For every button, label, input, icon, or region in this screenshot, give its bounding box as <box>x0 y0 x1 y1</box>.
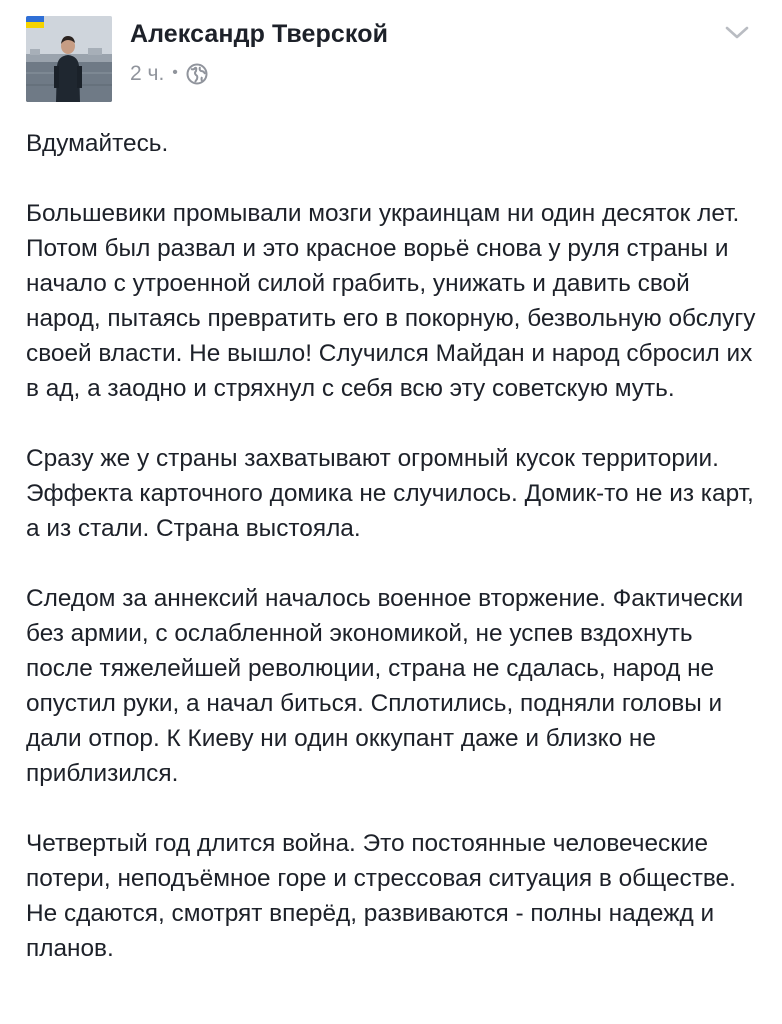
meta-separator: • <box>172 64 178 81</box>
post-paragraph: Следом за аннексий началось военное вторжение. Фактически без армии, с ослабленной экономикой, не успев вздохнуть после тяжелейшей революции, страна не сдалась, народ не опустил руки, а начал биться. Сплотились, подняли головы и дали отпор. К Киеву ни один оккупант даже и близко не приблизился. <box>26 585 744 787</box>
author-name[interactable]: Александр Тверской <box>130 20 389 48</box>
avatar[interactable] <box>26 16 112 102</box>
post-body <box>26 126 766 966</box>
post-meta <box>130 62 208 86</box>
post-paragraph: Четвертый год длится война. Это постоянные человеческие потери, неподъёмное горе и стрессовая ситуация в обществе. Не сдаются, смотрят вперёд, развиваются - полны надежд и планов. <box>26 830 736 962</box>
post-paragraph: Большевики промывали мозги украинцам ни один десяток лет. Потом был развал и это красное ворьё снова у руля страны и начало с утроенной силой грабить, унижать и давить свой народ, пытаясь превратить его в покорную, безвольную обслугу своей власти. Не вышло! Случился Майдан и народ сбросил их в ад, а заодно и стряхнул с себя всю эту советскую муть. <box>26 200 756 402</box>
post-timestamp[interactable]: 2 ч. <box>130 62 165 85</box>
post-paragraph: Вдумайтесь. <box>26 130 169 157</box>
avatar-photo <box>26 16 112 102</box>
post-header <box>26 16 756 106</box>
chevron-down-icon[interactable] <box>724 20 750 46</box>
flag-blue <box>26 16 44 22</box>
post-paragraph: Сразу же у страны захватывают огромный кусок территории. Эффекта карточного домика не случилось. Домик-то не из карт, а из стали. Страна выстояла. <box>26 445 754 542</box>
flag-yellow <box>26 22 44 28</box>
globe-icon[interactable] <box>186 63 208 85</box>
